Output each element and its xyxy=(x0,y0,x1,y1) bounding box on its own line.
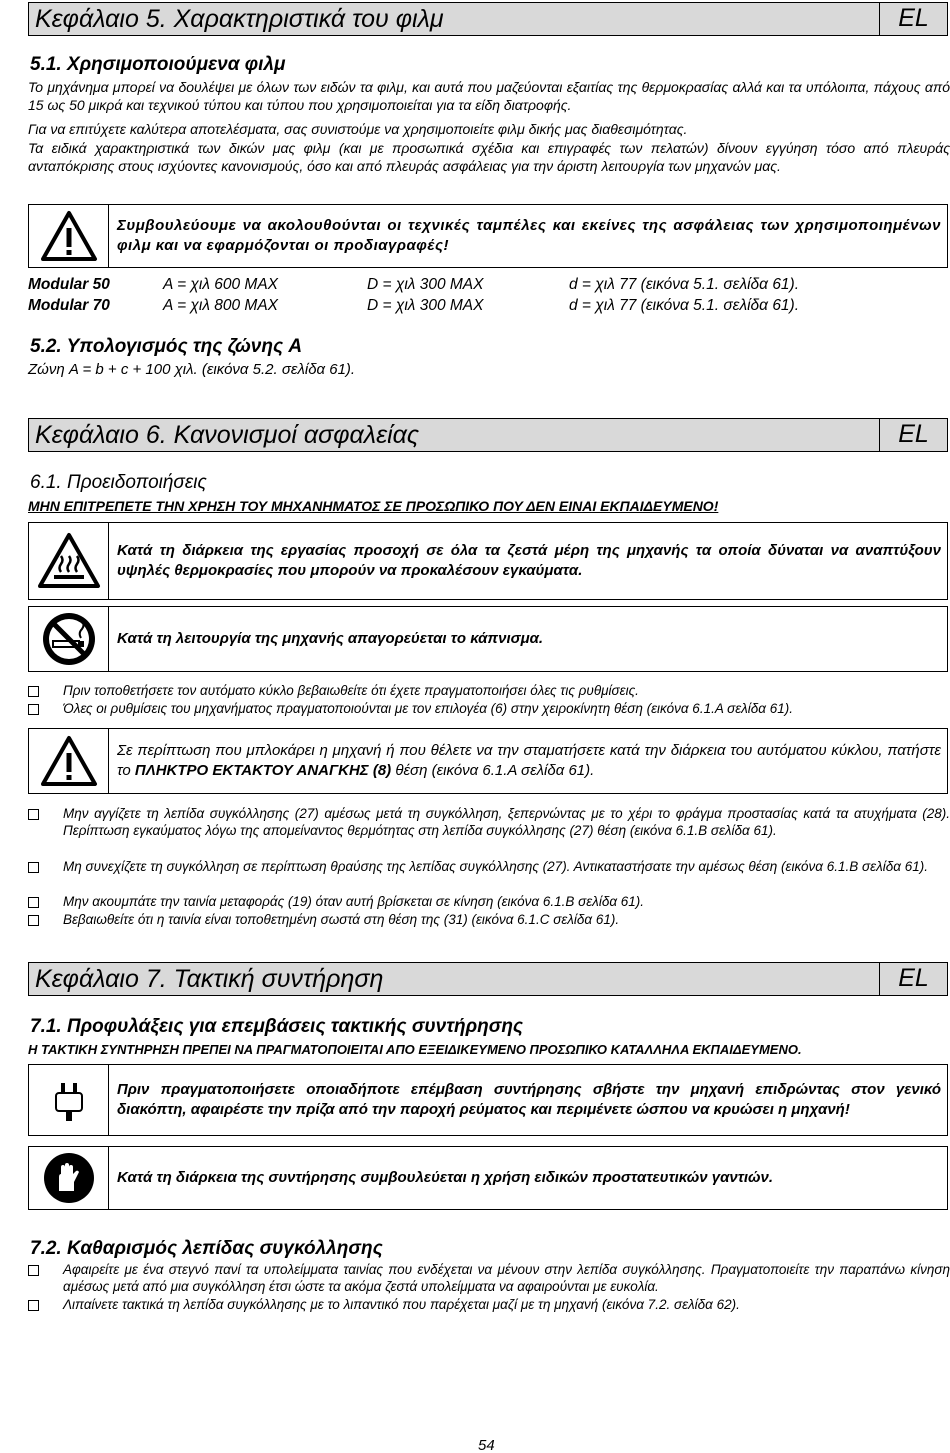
chapter-6-header xyxy=(28,418,948,452)
emergency-text xyxy=(109,729,947,793)
model-a: A = χιλ 600 MAX xyxy=(163,276,279,293)
section-subtitle: Η ΤΑΚΤΙΚΗ ΣΥΝΤΗΡΗΣΗ ΠΡΕΠΕΙ ΝΑ ΠΡΑΓΜΑΤΟΠΟΙΕΙΤΑΙ ΑΠΟ ΕΞΕΙΔΙΚΕΥΜΕΝΟ ΠΡΟΣΩΠΙΚΟ ΚΑΤΑΛΛΗΛΑ ΕΚΠΑΙΔΕΥΜΕΝΟ. xyxy=(28,1042,802,1057)
model-row xyxy=(28,276,799,294)
language-code: EL xyxy=(879,963,947,995)
gloves-icon xyxy=(29,1147,109,1209)
paragraph: Τα ειδικά χαρακτηριστικά των δικών μας φιλμ (και με προσωπικά σχέδια και επιγραφές των πελατών) δίνουν εγγύηση τόσο από πλευράς ανταπόκρισης στους ισχύοντες κανονισμούς, όσο και από πλευράς ασφάλειας για την άριστη λειτουργία των μηχανών μας. xyxy=(28,140,950,175)
section-5-2-title: 5.2. Υπολογισμός της ζώνης A xyxy=(30,336,303,357)
model-dd: d = χιλ 77 (εικόνα 5.1. σελίδα 61). xyxy=(569,297,800,314)
section-subtitle: ΜΗΝ ΕΠΙΤΡΕΠΕΤΕ ΤΗΝ ΧΡΗΣΗ ΤΟΥ ΜΗΧΑΝΗΜΑΤΟΣ ΣΕ ΠΡΟΣΩΠΙΚΟ ΠΟΥ ΔΕΝ ΕΙΝΑΙ ΕΚΠΑΙΔΕΥΜΕΝΟ! xyxy=(28,498,719,514)
warning-icon xyxy=(29,729,109,793)
list-item-text: Πριν τοποθετήσετε τον αυτόματο κύκλο βεβαιωθείτε ότι έχετε πραγματοποιήσει όλες τις ρυθμίσεις. xyxy=(63,683,639,698)
gloves-text: Κατά τη διάρκεια της συντήρησης συμβουλεύεται η χρήση ειδικών προστατευτικών γαντιών. xyxy=(117,1168,774,1186)
checkbox-bullet-icon xyxy=(28,915,39,926)
hot-surface-text: Κατά τη διάρκεια της εργασίας προσοχή σε όλα τα ζεστά μέρη της μηχανής τα οποία δύναται να αναπτύξουν υψηλές θερμοκρασίες που μπορούν να προκαλέσουν εγκαύματα. xyxy=(117,541,941,579)
plug-icon xyxy=(29,1065,109,1135)
warning-icon xyxy=(29,205,109,267)
emergency-text-part: θέση (εικόνα 6.1.A σελίδα 61). xyxy=(391,762,595,779)
list-item xyxy=(28,701,950,718)
chapter-7-header xyxy=(28,962,948,996)
chapter-title: Κεφάλαιο 5. Χαρακτηριστικά του φιλμ xyxy=(35,5,444,33)
language-code: EL xyxy=(879,419,947,451)
power-off-text: Πριν πραγματοποιήσετε οποιαδήποτε επέμβαση συντήρησης σβήστε την μηχανή επιδρώντας στον γενικό διακόπτη, αφαιρέστε την πρίζα από την παροχή ρεύματος και περιμένετε ώσπου να κρυώσει η μηχανή! xyxy=(117,1080,941,1118)
no-smoking-text: Κατά τη λειτουργία της μηχανής απαγορεύεται το κάπνισμα. xyxy=(117,629,544,647)
section-5-1-title: 5.1. Χρησιμοποιούμενα φιλμ xyxy=(30,54,286,75)
list-item-text: Μην ακουμπάτε την ταινία μεταφοράς (19) όταν αυτή βρίσκεται σε κίνηση (εικόνα 6.1.B σελίδα 61). xyxy=(63,894,645,909)
paragraph: Για να επιτύχετε καλύτερα αποτελέσματα, σας συνιστούμε να χρησιμοποιείτε φιλμ δικής μας διαθεσιμότητας. xyxy=(28,121,688,137)
list-item-text: Λιπαίνετε τακτικά τη λεπίδα συγκόλλησης με το λιπαντικό που παρέχεται μαζί με τη μηχανή (εικόνα 7.2. σελίδα 62). xyxy=(63,1297,740,1312)
model-a: A = χιλ 800 MAX xyxy=(163,297,279,314)
model-row xyxy=(28,297,799,315)
emergency-text-part: Σε περίπτωση που μπλοκάρει η μηχανή ή που θέλετε να την σταματήσετε κατά την διάρκεια του αυτόματου κύκλου, πατήστε το xyxy=(117,741,941,779)
hot-surface-icon xyxy=(29,523,109,599)
list-item xyxy=(28,912,950,929)
paragraph: Το μηχάνημα μπορεί να δουλέψει με όλων των ειδών τα φιλμ, και αυτά που μαζεύονται εξαιτίας της θερμοκρασίας αλλά και τα υπόλοιπα, πάχους από 15 ως 50 μικρά και τεχνικού τύπου και τύπου που χρησιμοποιείται για τα είδη διατροφής. xyxy=(28,79,950,114)
list-item xyxy=(28,683,950,700)
section-6-1-title: 6.1. Προειδοποιήσεις xyxy=(30,472,207,493)
warning-text: Συμβουλεύουμε να ακολουθούνται οι τεχνικές ταμπέλες και εκείνες της ασφάλειας των χρησιμοποιημένων φιλμ και να εφαρμόζονται οι προδιαγραφές! xyxy=(117,216,941,254)
model-dd: d = χιλ 77 (εικόνα 5.1. σελίδα 61). xyxy=(569,276,800,293)
list-item xyxy=(28,1297,950,1314)
chapter-title: Κεφάλαιο 7. Τακτική συντήρηση xyxy=(35,965,384,993)
checkbox-bullet-icon xyxy=(28,809,39,820)
emergency-button-label: ΠΛΗΚΤΡΟ ΕΚΤΑΚΤΟΥ ΑΝΑΓΚΗΣ (8) xyxy=(134,762,392,779)
checkbox-bullet-icon xyxy=(28,862,39,873)
section-7-1-title: 7.1. Προφυλάξεις για επεμβάσεις τακτικής συντήρησης xyxy=(30,1016,524,1037)
checkbox-bullet-icon xyxy=(28,897,39,908)
checkbox-bullet-icon xyxy=(28,1300,39,1311)
model-name: Modular 70 xyxy=(28,297,110,314)
list-item-text: Αφαιρείτε με ένα στεγνό πανί τα υπολείμματα ταινίας που ενδέχεται να μένουν στην λεπίδα συγκόλλησης. Πραγματοποιείτε την παραπάνω κίνηση αμέσως μετά από μια συγκόλληση έτσι ώστε τα ακόμα ζεστά υπολείμματα να αφαιρούνται με ευκολία. xyxy=(63,1262,950,1294)
list-item-text: Όλες οι ρυθμίσεις του μηχανήματος πραγματοποιούνται με τον επιλογέα (6) στην χειροκίνητη θέση (εικόνα 6.1.A σελίδα 61). xyxy=(63,701,794,716)
list-item-text: Μην αγγίζετε τη λεπίδα συγκόλλησης (27) αμέσως μετά τη συγκόλληση, ξεπερνώντας με το χέρι το φράγμα προστασίας κατά τα ατυχήματα (28). Περίπτωση εγκαύματος λόγω της απομείναντος θερμότητας στη λεπίδα συγκόλλησης (27) θέση (εικόνα 6.1.B σελίδα 61). xyxy=(63,806,950,838)
chapter-5-header xyxy=(28,2,948,36)
checkbox-bullet-icon xyxy=(28,686,39,697)
page-number: 54 xyxy=(478,1437,495,1453)
list-item xyxy=(28,894,950,911)
language-code: EL xyxy=(879,3,947,35)
list-item xyxy=(28,859,950,876)
list-item xyxy=(28,806,950,839)
list-item-text: Βεβαιωθείτε ότι η ταινία είναι τοποθετημένη σωστά στη θέση της (31) (εικόνα 6.1.C σελίδα 61). xyxy=(63,912,620,927)
model-d: D = χιλ 300 MAX xyxy=(367,276,484,293)
zone-formula: Ζώνη A = b + c + 100 χιλ. (εικόνα 5.2. σελίδα 61). xyxy=(28,361,356,378)
emergency-box xyxy=(28,728,948,794)
section-7-2-title: 7.2. Καθαρισμός λεπίδας συγκόλλησης xyxy=(30,1238,383,1259)
gloves-box xyxy=(28,1146,948,1210)
list-item-text: Μη συνεχίζετε τη συγκόλληση σε περίπτωση θραύσης της λεπίδας συγκόλλησης (27). Αντικαταστήσατε την αμέσως θέση (εικόνα 6.1.B σελίδα 61). xyxy=(63,859,928,874)
no-smoking-icon xyxy=(29,607,109,671)
checkbox-bullet-icon xyxy=(28,1265,39,1276)
warning-box xyxy=(28,204,948,268)
chapter-title: Κεφάλαιο 6. Κανονισμοί ασφαλείας xyxy=(35,421,420,449)
no-smoking-box xyxy=(28,606,948,672)
model-d: D = χιλ 300 MAX xyxy=(367,297,484,314)
hot-surface-box xyxy=(28,522,948,600)
power-off-box xyxy=(28,1064,948,1136)
checkbox-bullet-icon xyxy=(28,704,39,715)
list-item xyxy=(28,1262,950,1295)
model-name: Modular 50 xyxy=(28,276,110,293)
